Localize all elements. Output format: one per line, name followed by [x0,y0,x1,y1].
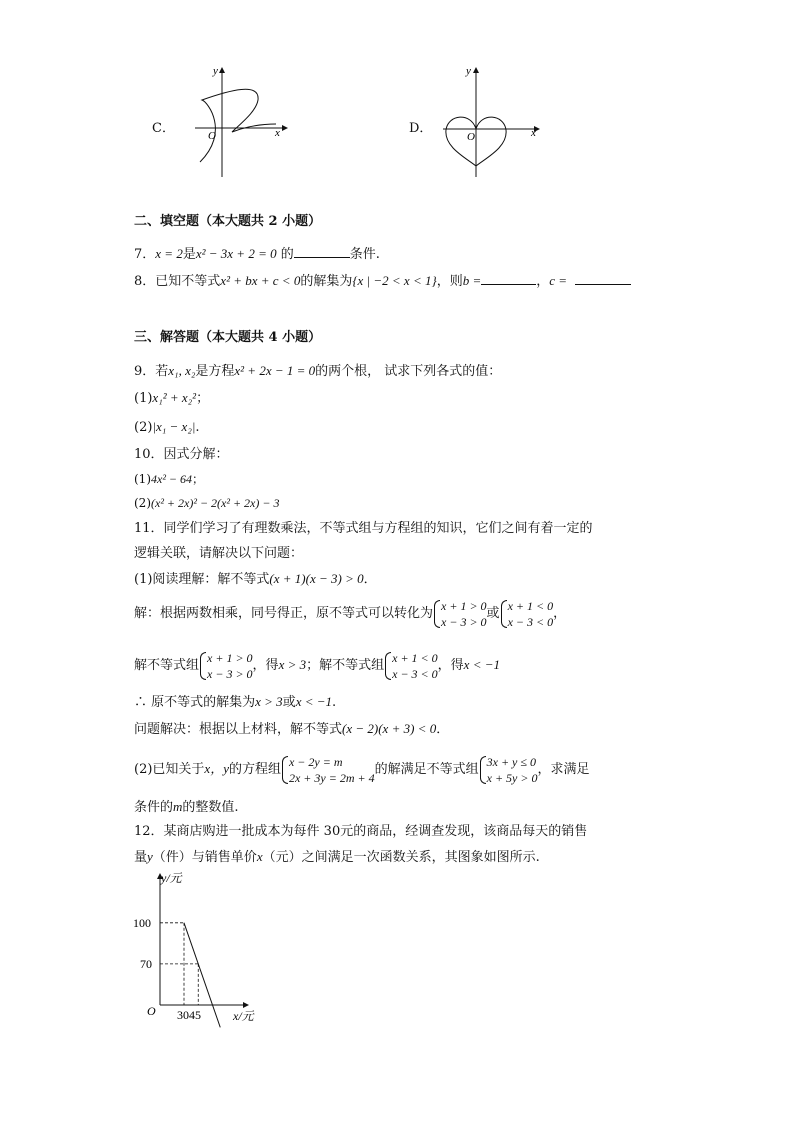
chart-x-label: x/元 [233,1009,254,1023]
q11-line4: 解：根据两数相乘，同号得正，原不等式可以转化为 x + 1 > 0 x − 3 > 0 或 x + 1 < 0 x − 3 < 0 ， [134,598,567,629]
q10-part1: (1)4x² − 64； [134,472,205,486]
system-4: 3x + y ≤ 0 x + 5y > 0 [479,754,538,786]
system-2: x + 1 < 0 x − 3 < 0 [500,598,554,630]
q9-part2: (2)|x₁ − x₂|. [134,419,200,435]
ytick-70: 70 [140,956,152,971]
q11-line1: 11．同学们学习了有理数乘法，不等式组与方程组的知识，它们之间有着一定的 [134,521,593,536]
question-10: 10．因式分解： [134,447,229,462]
system-2-repeat: x + 1 < 0 x − 3 < 0 [384,650,438,682]
figure-c [190,62,300,182]
question-7: 7．x = 2是x² − 3x + 2 = 0 的 条件. [134,246,380,262]
q11-line9: 条件的m的整数值. [134,799,239,815]
q12-line2: 量y（件）与销售单价x（元）之间满足一次函数关系，其图象如图所示. [134,849,540,865]
figure-d-origin: O [467,131,475,143]
q11-line6: ∴ 原不等式的解集为x > 3或x < −1. [134,694,337,710]
q11-line8: (2)已知关于x，y的方程组 x − 2y = m 2x + 3y = 2m + 4 的解满足不等式组 3x + y ≤ 0 x + 5y > 0 ，求满足 [134,754,590,785]
q11-line3: (1)阅读理解：解不等式(x + 1)(x − 3) > 0． [134,571,377,587]
q12-graph [125,868,275,1028]
section3-title: 三、解答题（本大题共 4 小题） [134,330,322,345]
question-8: 8．已知不等式x² + bx + c < 0的解集为{x | −2 < x < 1}，则b = ，c = [134,272,631,291]
q8-b-blank[interactable] [481,272,536,285]
q10-part2: (2)(x² + 2x)² − 2(x² + 2x) − 3 [134,496,280,510]
system-3: x − 2y = m 2x + 3y = 2m + 4 [281,754,375,786]
question-9: 9．若x₁, x₂是方程x² + 2x − 1 = 0的两个根， 试求下列各式的值： [134,363,502,379]
q11-line5: 解不等式组 x + 1 > 0 x − 3 > 0 ，得x > 3；解不等式组 x + 1 < 0 x − 3 < 0 ，得x < −1 [134,650,500,681]
ytick-100: 100 [133,915,151,930]
figure-c-x-label: x [275,127,280,139]
figure-c-y-label: y [213,65,218,77]
q11-line7: 问题解决：根据以上材料，解不等式(x − 2)(x + 3) < 0． [134,721,450,737]
figure-c-origin: O [208,130,216,142]
q9-part1: (1)x₁² + x₂²； [134,390,210,406]
q12-line1: 12．某商店购进一批成本为每件 30元的商品，经调查发现，该商品每天的销售 [134,824,588,839]
figure-d-x-label: x [531,127,536,139]
q8-c-blank[interactable] [575,272,631,285]
system-1-repeat: x + 1 > 0 x − 3 > 0 [199,650,253,682]
q7-answer-blank[interactable] [294,245,350,258]
section2-title: 二、填空题（本大题共 2 小题） [134,214,322,229]
option-d-label: D． [409,121,433,136]
figure-d [438,62,548,182]
figure-d-y-label: y [466,65,471,77]
chart-y-label: y/元 [161,871,182,885]
xtick-3045: 3045 [177,1008,201,1022]
option-c-label: C． [152,121,175,136]
q11-line2: 逻辑关联，请解决以下问题： [134,546,304,561]
system-1: x + 1 > 0 x − 3 > 0 [433,598,487,630]
chart-origin: O [147,1004,156,1018]
